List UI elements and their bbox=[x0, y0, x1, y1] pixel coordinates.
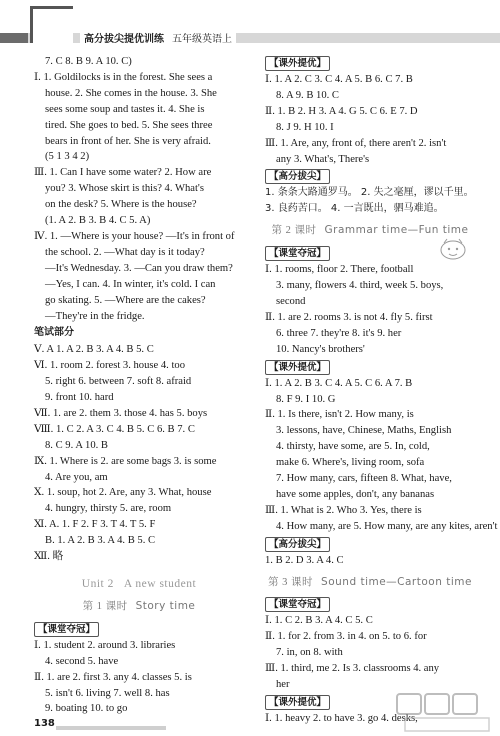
lesson-heading-1 bbox=[34, 599, 244, 615]
answer-line: 5. right 6. between 7. soft 8. afraid bbox=[45, 376, 192, 388]
answer-line: 8. F 9. I 10. G bbox=[276, 393, 336, 405]
answer-line: —They're in the fridge. bbox=[45, 310, 145, 322]
left-answers bbox=[34, 54, 244, 565]
answer-line: Ⅱ. 1. Is there, isn't 2. How many, is bbox=[265, 409, 414, 421]
answer-line: Ⅲ. 1. Can I have some water? 2. How are bbox=[34, 167, 212, 179]
answer-line: 9. front 10. hard bbox=[45, 392, 114, 404]
answer-line: you? 3. Whose skirt is this? 4. What's bbox=[45, 183, 204, 195]
answer-line: any 3. What's, There's bbox=[276, 153, 370, 165]
right-answers-lesson2 bbox=[265, 244, 498, 568]
header-logo-icon bbox=[30, 6, 73, 43]
answer-line: Ⅲ. 1. What is 2. Who 3. Yes, there is bbox=[265, 504, 422, 516]
answer-line: Ⅰ. 1. Goldilocks is in the forest. She sees a bbox=[34, 71, 213, 83]
section-tag: 【课堂夺冠】 bbox=[265, 597, 330, 612]
answer-line: 7. in, on 8. with bbox=[276, 647, 343, 659]
answer-line: Ⅶ. 1. are 2. them 3. those 4. has 5. boys bbox=[34, 407, 208, 419]
answer-line: 8. C 9. A 10. B bbox=[45, 439, 108, 451]
answer-line: have some apples, don't, any bananas bbox=[276, 488, 435, 500]
book-title bbox=[80, 33, 236, 47]
answer-line: Ⅰ. 1. student 2. around 3. libraries bbox=[34, 639, 176, 651]
watermark-logo-icon bbox=[395, 692, 495, 734]
answer-line: bears in front of her. She is very afraid. bbox=[45, 135, 211, 147]
answer-line: B. 1. A 2. B 3. A 4. B 5. C bbox=[45, 535, 156, 547]
answer-line: 9. boating 10. to go bbox=[45, 703, 128, 715]
answer-line: Ⅵ. 1. room 2. forest 3. house 4. too bbox=[34, 360, 186, 372]
page-header bbox=[0, 0, 500, 50]
section-tag: 【高分拔尖】 bbox=[265, 537, 330, 552]
section-tag: 【课外提优】 bbox=[265, 695, 330, 710]
unit-name: A new student bbox=[123, 578, 197, 590]
answer-line: house. 2. She comes in the house. 3. She bbox=[45, 87, 217, 99]
section-heading: 笔试部分 bbox=[34, 327, 74, 339]
answer-line: Ⅺ. A. 1. F 2. F 3. T 4. T 5. F bbox=[34, 519, 156, 531]
answer-line: second bbox=[276, 295, 306, 307]
answer-line: 4. Are you, am bbox=[45, 471, 108, 483]
answer-line: Ⅳ. 1. —Where is your house? —It's in front of bbox=[34, 230, 235, 242]
section-tag-row bbox=[265, 358, 475, 376]
right-answers bbox=[265, 54, 475, 217]
footer-bar bbox=[56, 726, 166, 730]
answer-line: 4. thirsty, have some, are 5. In, cold, bbox=[276, 441, 430, 453]
answer-line: Ⅰ. 1. rooms, floor 2. There, football bbox=[265, 264, 414, 276]
answer-line: 6. three 7. they're 8. it's 9. her bbox=[276, 327, 402, 339]
answer-line: 3. 良药苦口。 4. 一言既出，驷马难追。 bbox=[265, 203, 444, 215]
answer-line: —Yes, I can. 4. In winter, it's cold. I can bbox=[45, 278, 216, 290]
answer-line: 4. How many, are 5. How many, are any kites, aren't bbox=[276, 520, 498, 532]
answer-line: Ⅰ. 1. heavy 2. to have 3. go 4. desks, bbox=[265, 713, 418, 724]
left-column bbox=[34, 54, 244, 717]
header-bar-accent bbox=[0, 33, 28, 43]
answer-line: 8. A 9. B 10. C bbox=[276, 89, 339, 101]
section-tag-row bbox=[265, 595, 475, 613]
left-answers-unit2 bbox=[34, 620, 244, 718]
answer-line: 4. second 5. have bbox=[45, 655, 119, 667]
section-tag-row bbox=[265, 54, 475, 72]
answer-line: Ⅷ. 1. C 2. A 3. C 4. B 5. C 6. B 7. C bbox=[34, 423, 195, 435]
lesson-number: 第 3 课时 bbox=[268, 576, 314, 588]
page-number: 138 bbox=[34, 718, 55, 729]
section-tag-row bbox=[34, 620, 244, 638]
answer-line: go skating. 5. —Where are the cakes? bbox=[45, 294, 206, 306]
answer-line: Ⅰ. 1. C 2. B 3. A 4. C 5. C bbox=[265, 615, 373, 627]
answer-line: 5. isn't 6. living 7. well 8. has bbox=[45, 687, 170, 699]
lesson-name: Story time bbox=[135, 599, 196, 612]
mascot-icon bbox=[438, 236, 468, 262]
answer-line: Ⅲ. 1. Are, any, front of, there aren't 2. isn't bbox=[265, 137, 447, 149]
answer-line: Ⅰ. 1. A 2. C 3. C 4. A 5. B 6. C 7. B bbox=[265, 74, 413, 85]
answer-line: Ⅸ. 1. Where is 2. are some bags 3. is some bbox=[34, 455, 217, 467]
book-subtitle: 五年级英语上 bbox=[172, 34, 232, 45]
lesson-name: Grammar time—Fun time bbox=[324, 224, 469, 237]
answer-line: 3. lessons, have, Chinese, Maths, English bbox=[276, 425, 452, 437]
answer-line: on the desk? 5. Where is the house? bbox=[45, 199, 197, 211]
answer-line: tired. She goes to bed. 5. She sees three bbox=[45, 119, 213, 131]
answer-line: 1. B 2. D 3. A 4. C bbox=[265, 554, 344, 566]
unit-heading bbox=[34, 577, 244, 593]
answer-line: 3. many, flowers 4. third, week 5. boys, bbox=[276, 280, 444, 292]
section-tag: 【高分拔尖】 bbox=[265, 169, 330, 184]
answer-line: Ⅹ. 1. soup, hot 2. Are, any 3. What, house bbox=[34, 487, 212, 499]
answer-line: 7. C 8. B 9. A 10. C) bbox=[45, 56, 132, 67]
section-tag: 【课外提优】 bbox=[265, 56, 330, 71]
lesson-number: 第 2 课时 bbox=[271, 225, 317, 237]
right-column bbox=[265, 54, 498, 727]
section-tag-row bbox=[265, 535, 475, 553]
answer-line: Ⅻ. 略 bbox=[34, 551, 64, 563]
answer-line: (5 1 3 4 2) bbox=[45, 151, 90, 163]
lesson-name: Sound time—Cartoon time bbox=[321, 575, 472, 588]
answer-line: 8. J 9. H 10. I bbox=[276, 121, 334, 133]
answer-line: make 6. Where's, living room, sofa bbox=[276, 457, 425, 469]
answer-line: her bbox=[276, 679, 290, 691]
answer-line: Ⅲ. 1. third, me 2. Is 3. classrooms 4. any bbox=[265, 663, 440, 675]
answer-line: —It's Wednesday. 3. —Can you draw them? bbox=[45, 262, 233, 274]
answer-line: Ⅱ. 1. are 2. rooms 3. is not 4. fly 5. first bbox=[265, 311, 433, 323]
answer-line: the school. 2. —What day is it today? bbox=[45, 246, 205, 258]
book-title-text: 高分拔尖提优训练 bbox=[84, 34, 164, 45]
answer-line: 10. Nancy's brothers' bbox=[276, 343, 365, 355]
section-tag-row bbox=[265, 167, 475, 185]
answer-line: Ⅰ. 1. A 2. B 3. C 4. A 5. C 6. A 7. B bbox=[265, 377, 413, 389]
header-bar bbox=[0, 33, 500, 43]
answer-line: Ⅴ. A 1. A 2. B 3. A 4. B 5. C bbox=[34, 344, 154, 356]
section-tag: 【课堂夺冠】 bbox=[34, 622, 99, 637]
answer-line: 1. 条条大路通罗马。 2. 失之毫厘，谬以千里。 bbox=[265, 187, 474, 199]
section-tag: 【课外提优】 bbox=[265, 360, 330, 375]
answer-line: Ⅱ. 1. B 2. H 3. A 4. G 5. C 6. E 7. D bbox=[265, 105, 418, 117]
answer-line: sees some soup and tastes it. 4. She is bbox=[45, 103, 205, 115]
answer-line: 4. hungry, thirsty 5. are, room bbox=[45, 503, 172, 515]
answer-line: 7. How many, cars, fifteen 8. What, have, bbox=[276, 473, 452, 485]
unit-number: Unit 2 bbox=[81, 578, 114, 590]
lesson-number: 第 1 课时 bbox=[82, 600, 128, 612]
lesson-heading-3 bbox=[265, 575, 475, 591]
answer-line: Ⅱ. 1. are 2. first 3. any 4. classes 5. is bbox=[34, 671, 192, 683]
answer-line: Ⅱ. 1. for 2. from 3. in 4. on 5. to 6. for bbox=[265, 631, 427, 643]
section-tag: 【课堂夺冠】 bbox=[265, 246, 330, 261]
answer-line: (1. A 2. B 3. B 4. C 5. A) bbox=[45, 215, 151, 227]
